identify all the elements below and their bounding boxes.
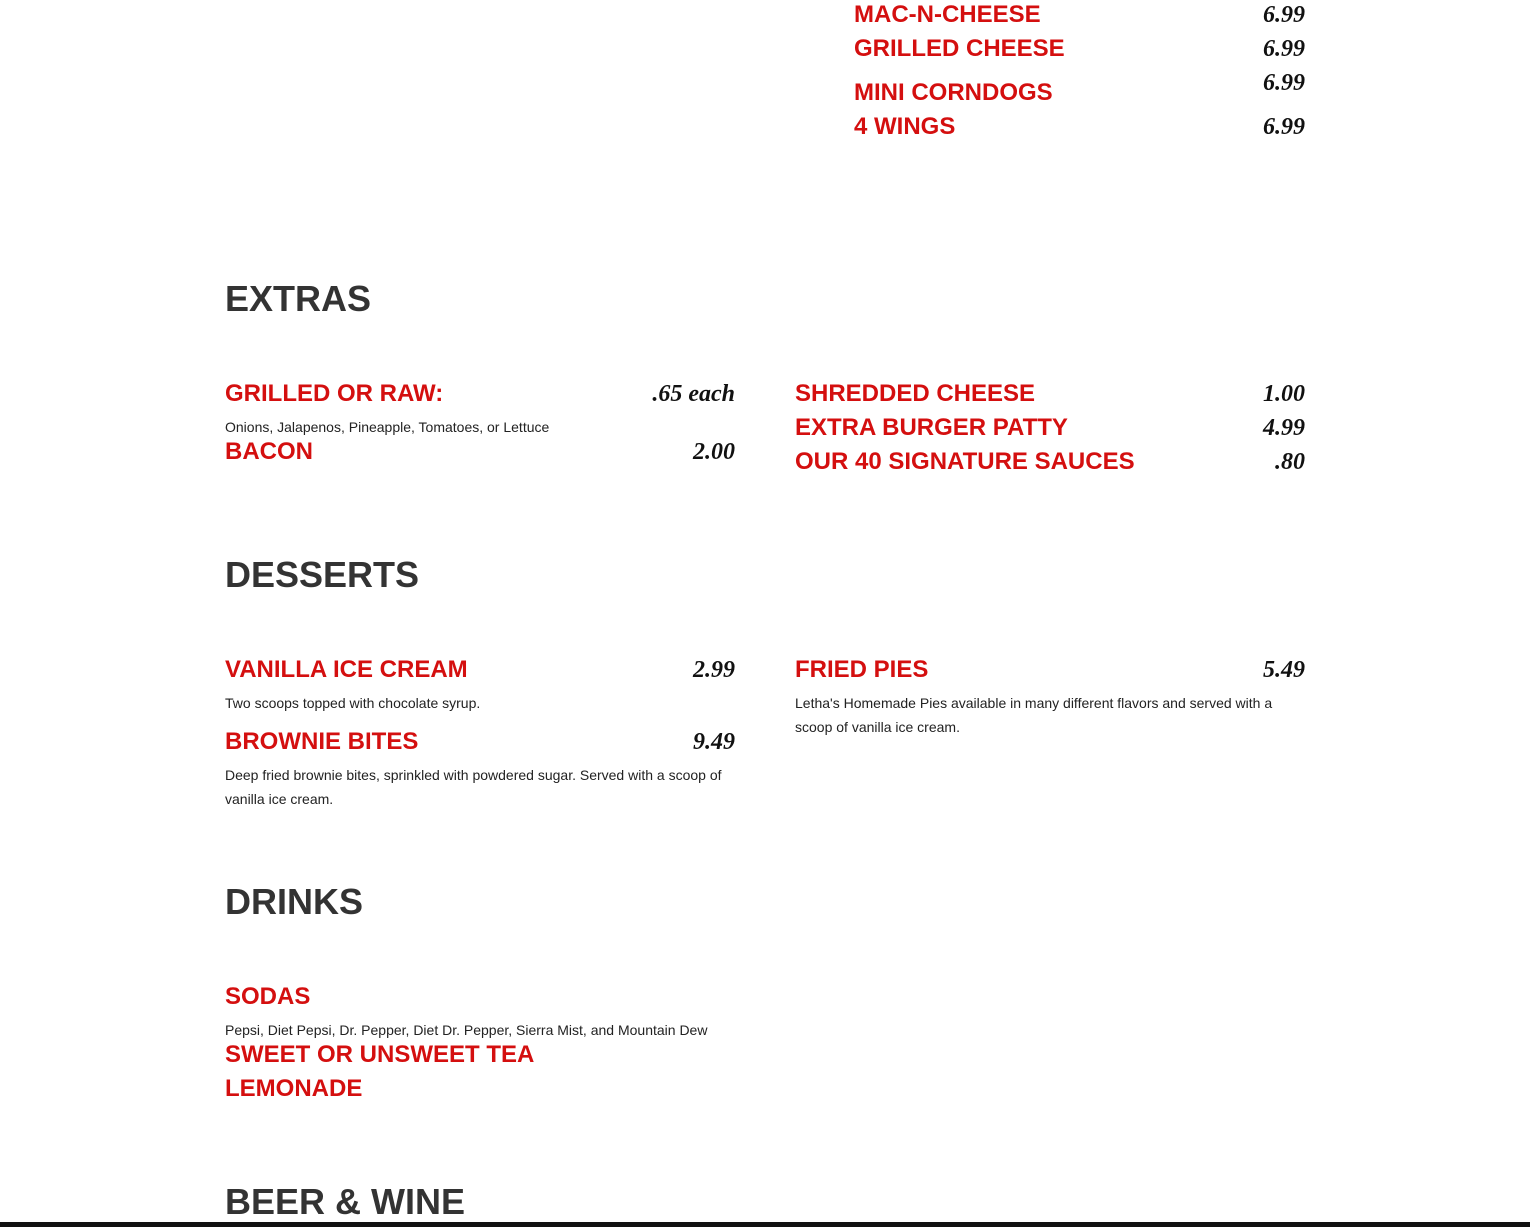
section-title: BEER & WINE — [225, 1181, 466, 1222]
menu-item-price: .80 — [1275, 449, 1305, 475]
menu-item-name: LEMONADE — [225, 1075, 363, 1102]
menu-item-price: 6.99 — [1263, 114, 1305, 140]
menu-item-price: 4.99 — [1263, 415, 1305, 441]
bottom-divider — [0, 1222, 1530, 1227]
menu-item-description: Letha's Homemade Pies available in many different flavors and served with a scoop of vanilla ice cream. — [795, 695, 1273, 735]
menu-item-price: 6.99 — [1263, 36, 1305, 62]
menu-item-name: MINI CORNDOGS — [854, 79, 1053, 106]
menu-item-price: 6.99 — [1263, 2, 1305, 28]
menu-item-name: BACON — [225, 438, 313, 465]
menu-item-name: SODAS — [225, 983, 311, 1010]
menu-item-description: Deep fried brownie bites, sprinkled with powdered sugar. Served with a scoop of vanilla ice cream. — [225, 767, 722, 807]
menu-item-name: FRIED PIES — [795, 656, 929, 683]
menu-item-name: OUR 40 SIGNATURE SAUCES — [795, 448, 1135, 475]
menu-item-price: 1.00 — [1263, 381, 1305, 407]
menu-item-price: 2.99 — [693, 657, 735, 683]
section-title: DESSERTS — [225, 554, 420, 595]
section-title: EXTRAS — [225, 278, 372, 319]
menu-item-name: EXTRA BURGER PATTY — [795, 414, 1068, 441]
section-title: DRINKS — [225, 881, 364, 922]
menu-item-name: VANILLA ICE CREAM — [225, 656, 468, 683]
menu-item-name: SHREDDED CHEESE — [795, 380, 1036, 407]
menu-item-description: Onions, Jalapenos, Pineapple, Tomatoes, or Lettuce — [225, 419, 550, 435]
menu-item-price: 2.00 — [693, 439, 735, 465]
menu-item-name: GRILLED CHEESE — [854, 35, 1065, 62]
menu-item-name: BROWNIE BITES — [225, 728, 419, 755]
menu-item-name: 4 WINGS — [854, 113, 956, 140]
menu-item-price: 9.49 — [693, 729, 735, 755]
menu-item-price: 6.99 — [1263, 70, 1305, 96]
menu-item-name: SWEET OR UNSWEET TEA — [225, 1041, 535, 1068]
menu-item-price: 5.49 — [1263, 657, 1305, 683]
menu-item-name: MAC-N-CHEESE — [854, 1, 1041, 28]
menu-item-description: Two scoops topped with chocolate syrup. — [225, 695, 481, 711]
menu-item-name: GRILLED OR RAW: — [225, 380, 444, 407]
menu-item-description: Pepsi, Diet Pepsi, Dr. Pepper, Diet Dr. Pepper, Sierra Mist, and Mountain Dew — [225, 1022, 708, 1038]
menu-item-price: .65 each — [652, 381, 735, 407]
